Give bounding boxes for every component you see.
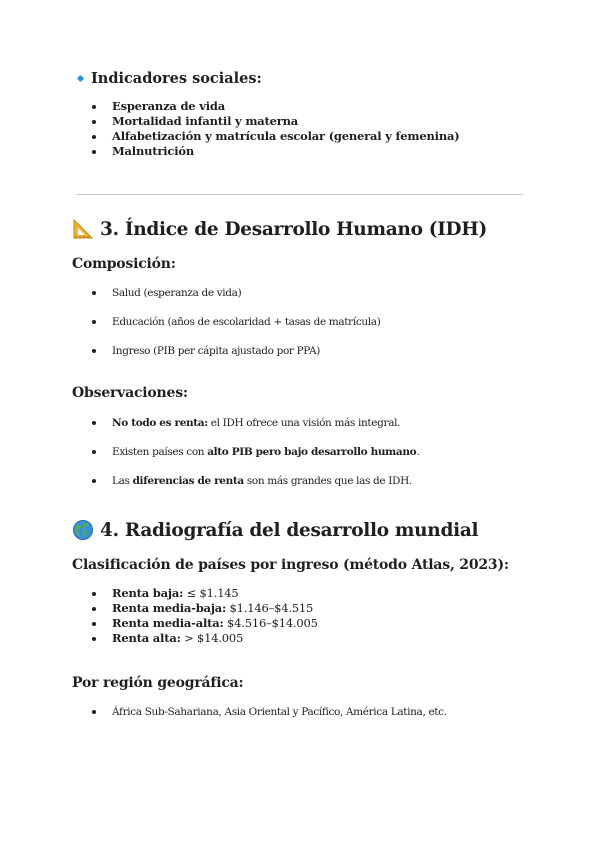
- list-item: África Sub-Sahariana, Asia Oriental y Pacífico, América Latina, etc.: [92, 705, 447, 719]
- world-section-title: 4. Radiografía del desarrollo mundial: [72, 519, 478, 541]
- diamond-bullet-icon: [77, 75, 84, 82]
- observations-list: [92, 416, 419, 503]
- list-item: Renta media-baja: $1.146–$4.515: [92, 601, 318, 616]
- list-item: No todo es renta: el IDH ofrece una visión más integral.: [92, 416, 419, 430]
- region-list: [92, 705, 447, 734]
- list-item: Existen países con alto PIB pero bajo desarrollo humano.: [92, 445, 419, 459]
- social-indicators-heading: [78, 70, 262, 87]
- composition-heading: Composición:: [72, 256, 176, 272]
- list-item: Renta media-alta: $4.516–$14.005: [92, 616, 318, 631]
- income-classification-heading: Clasificación de países por ingreso (método Atlas, 2023):: [72, 557, 509, 573]
- list-item: Renta baja: ≤ $1.145: [92, 586, 318, 601]
- triangular-ruler-icon: [72, 218, 94, 240]
- list-item: Mortalidad infantil y materna: [92, 114, 459, 129]
- list-item: Ingreso (PIB per cápita ajustado por PPA): [92, 344, 380, 358]
- globe-icon: [72, 519, 94, 541]
- idh-section-title: 3. Índice de Desarrollo Humano (IDH): [72, 218, 487, 240]
- income-list: [92, 586, 318, 646]
- list-item: Malnutrición: [92, 144, 459, 159]
- section-divider: [76, 194, 523, 195]
- list-item: Renta alta: > $14.005: [92, 631, 318, 646]
- list-item: Las diferencias de renta son más grandes que las de IDH.: [92, 474, 419, 488]
- social-indicators-title: Indicadores sociales:: [91, 70, 262, 87]
- list-item: Educación (años de escolaridad + tasas de matrícula): [92, 315, 380, 329]
- list-item: Alfabetización y matrícula escolar (general y femenina): [92, 129, 459, 144]
- list-item: Salud (esperanza de vida): [92, 286, 380, 300]
- observations-heading: Observaciones:: [72, 385, 188, 401]
- region-heading: Por región geográfica:: [72, 675, 244, 691]
- list-item: Esperanza de vida: [92, 99, 459, 114]
- social-indicators-list: [92, 99, 459, 159]
- composition-list: [92, 286, 380, 373]
